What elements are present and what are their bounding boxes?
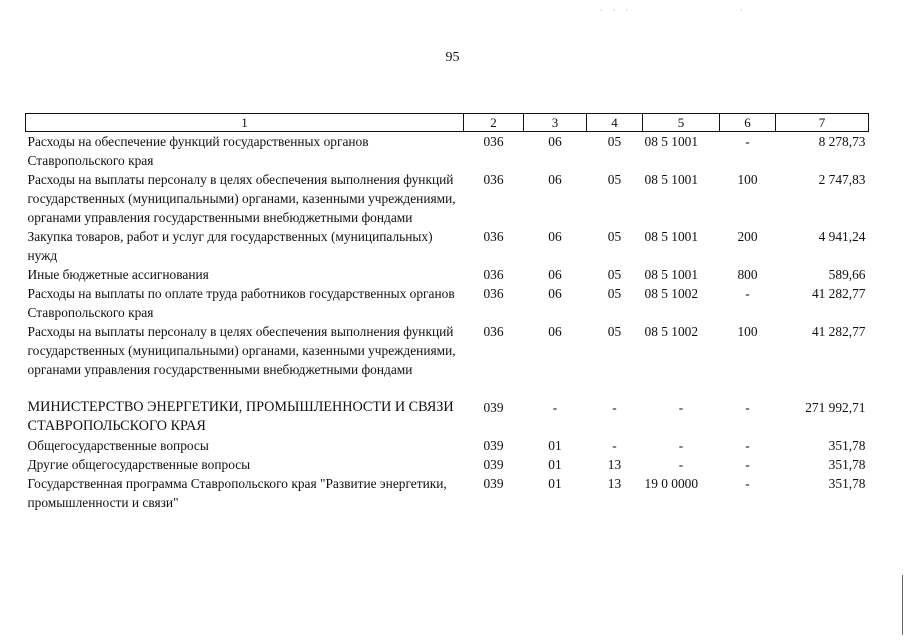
- row-expense-type: -: [745, 438, 750, 453]
- row-expense-type: -: [745, 134, 750, 149]
- row-section-code: -: [552, 400, 558, 415]
- table-row: [26, 322, 869, 379]
- row-amount: 589,66: [828, 267, 866, 282]
- table-row: [26, 170, 869, 227]
- page-number: 95: [445, 50, 460, 65]
- scan-speck-mark: ·: [740, 6, 743, 15]
- row-amount: 2 747,83: [818, 172, 866, 187]
- row-section-code: 06: [548, 229, 562, 244]
- header-col-3: 3: [524, 114, 587, 132]
- row-ministry-code: 036: [483, 324, 504, 339]
- row-subsection-code: 05: [607, 324, 622, 339]
- row-target-code: 08 5 1001: [644, 134, 699, 149]
- row-expense-type: -: [745, 476, 750, 491]
- row-subsection-code: 05: [607, 229, 622, 244]
- header-col-2: 2: [464, 114, 524, 132]
- row-subsection-code: -: [612, 438, 617, 453]
- row-ministry-code: 036: [483, 134, 504, 149]
- header-col-6: 6: [720, 114, 776, 132]
- row-section-code: 01: [548, 476, 562, 491]
- table-row: [26, 455, 869, 474]
- row-target-code: 08 5 1001: [644, 172, 699, 187]
- scan-speck-marks: · · ·: [600, 6, 632, 15]
- row-ministry-code: 039: [483, 438, 504, 453]
- scan-edge-line: [902, 575, 903, 635]
- table-row: [26, 284, 869, 322]
- row-expense-type: 800: [737, 267, 758, 282]
- row-section-code: 06: [548, 324, 562, 339]
- row-section-code: 01: [548, 438, 562, 453]
- row-ministry-code: 036: [483, 229, 504, 244]
- table-row: [26, 474, 869, 512]
- row-ministry-code: 036: [483, 172, 504, 187]
- row-subsection-code: 13: [607, 476, 622, 491]
- table-row: [26, 436, 869, 455]
- row-expense-type: 100: [737, 172, 758, 187]
- row-expense-type: -: [745, 457, 750, 472]
- row-amount: 4 941,24: [818, 229, 866, 244]
- row-name: Расходы на выплаты по оплате труда работников государственных органов Ставропольского края: [27, 286, 455, 320]
- row-section-code: 06: [548, 172, 562, 187]
- row-section-code: 06: [548, 134, 562, 149]
- row-ministry-code: 036: [483, 267, 504, 282]
- row-amount: 351,78: [828, 476, 866, 491]
- row-name: Расходы на выплаты персоналу в целях обеспечения выполнения функций государственных (муниципальными) органами, казенными учреждениями, органами управления государственными внебюджетными фондами: [27, 172, 456, 225]
- row-target-code: 19 0 0000: [644, 476, 699, 491]
- row-subsection-code: 13: [607, 457, 622, 472]
- row-section-code: 06: [548, 267, 562, 282]
- table-row: [26, 265, 869, 284]
- row-expense-type: 100: [737, 324, 758, 339]
- row-target-code: 08 5 1001: [644, 267, 699, 282]
- row-target-code: 08 5 1002: [644, 324, 699, 339]
- row-amount: 41 282,77: [811, 324, 866, 339]
- row-target-code: -: [678, 400, 684, 415]
- table-row: [26, 227, 869, 265]
- table-row: [26, 132, 869, 171]
- row-name: Общегосударственные вопросы: [27, 438, 209, 453]
- table-header-row: [26, 114, 869, 132]
- row-name: Иные бюджетные ассигнования: [27, 267, 209, 282]
- row-subsection-code: 05: [607, 267, 622, 282]
- row-name: Расходы на выплаты персоналу в целях обеспечения выполнения функций государственных (муниципальными) органами, казенными учреждениями, органами управления государственными внебюджетными фондами: [27, 324, 456, 377]
- row-amount: 271 992,71: [805, 400, 866, 415]
- row-name: Закупка товаров, работ и услуг для государственных (муниципальных) нужд: [27, 229, 433, 263]
- header-col-1: 1: [26, 114, 464, 132]
- row-target-code: -: [678, 438, 684, 453]
- row-target-code: 08 5 1002: [644, 286, 699, 301]
- row-amount: 41 282,77: [811, 286, 866, 301]
- row-target-code: 08 5 1001: [644, 229, 699, 244]
- header-col-7: 7: [776, 114, 869, 132]
- row-expense-type: 200: [737, 229, 758, 244]
- row-subsection-code: 05: [607, 286, 622, 301]
- row-ministry-code: 039: [483, 400, 504, 415]
- row-section-code: 06: [548, 286, 562, 301]
- row-name: Государственная программа Ставропольского края "Развитие энергетики, промышленности и связи": [27, 476, 447, 510]
- row-ministry-code: 036: [483, 286, 504, 301]
- row-expense-type: -: [745, 286, 750, 301]
- budget-table: [25, 113, 869, 512]
- row-name: Другие общегосударственные вопросы: [27, 457, 251, 472]
- row-amount: 351,78: [828, 438, 866, 453]
- row-expense-type: -: [745, 400, 750, 415]
- row-ministry-code: 039: [483, 476, 504, 491]
- row-amount: 351,78: [828, 457, 866, 472]
- table-row-ministry: [26, 379, 869, 436]
- header-col-5: 5: [643, 114, 720, 132]
- row-subsection-code: 05: [607, 134, 622, 149]
- row-target-code: -: [678, 457, 684, 472]
- row-amount: 8 278,73: [818, 134, 866, 149]
- row-subsection-code: 05: [607, 172, 622, 187]
- header-col-4: 4: [587, 114, 643, 132]
- row-section-code: 01: [548, 457, 562, 472]
- row-name: Расходы на обеспечение функций государственных органов Ставропольского края: [27, 134, 369, 168]
- row-name: МИНИСТЕРСТВО ЭНЕРГЕТИКИ, ПРОМЫШЛЕННОСТИ И СВЯЗИ СТАВРОПОЛЬСКОГО КРАЯ: [27, 399, 454, 434]
- row-subsection-code: -: [612, 400, 617, 415]
- row-ministry-code: 039: [483, 457, 504, 472]
